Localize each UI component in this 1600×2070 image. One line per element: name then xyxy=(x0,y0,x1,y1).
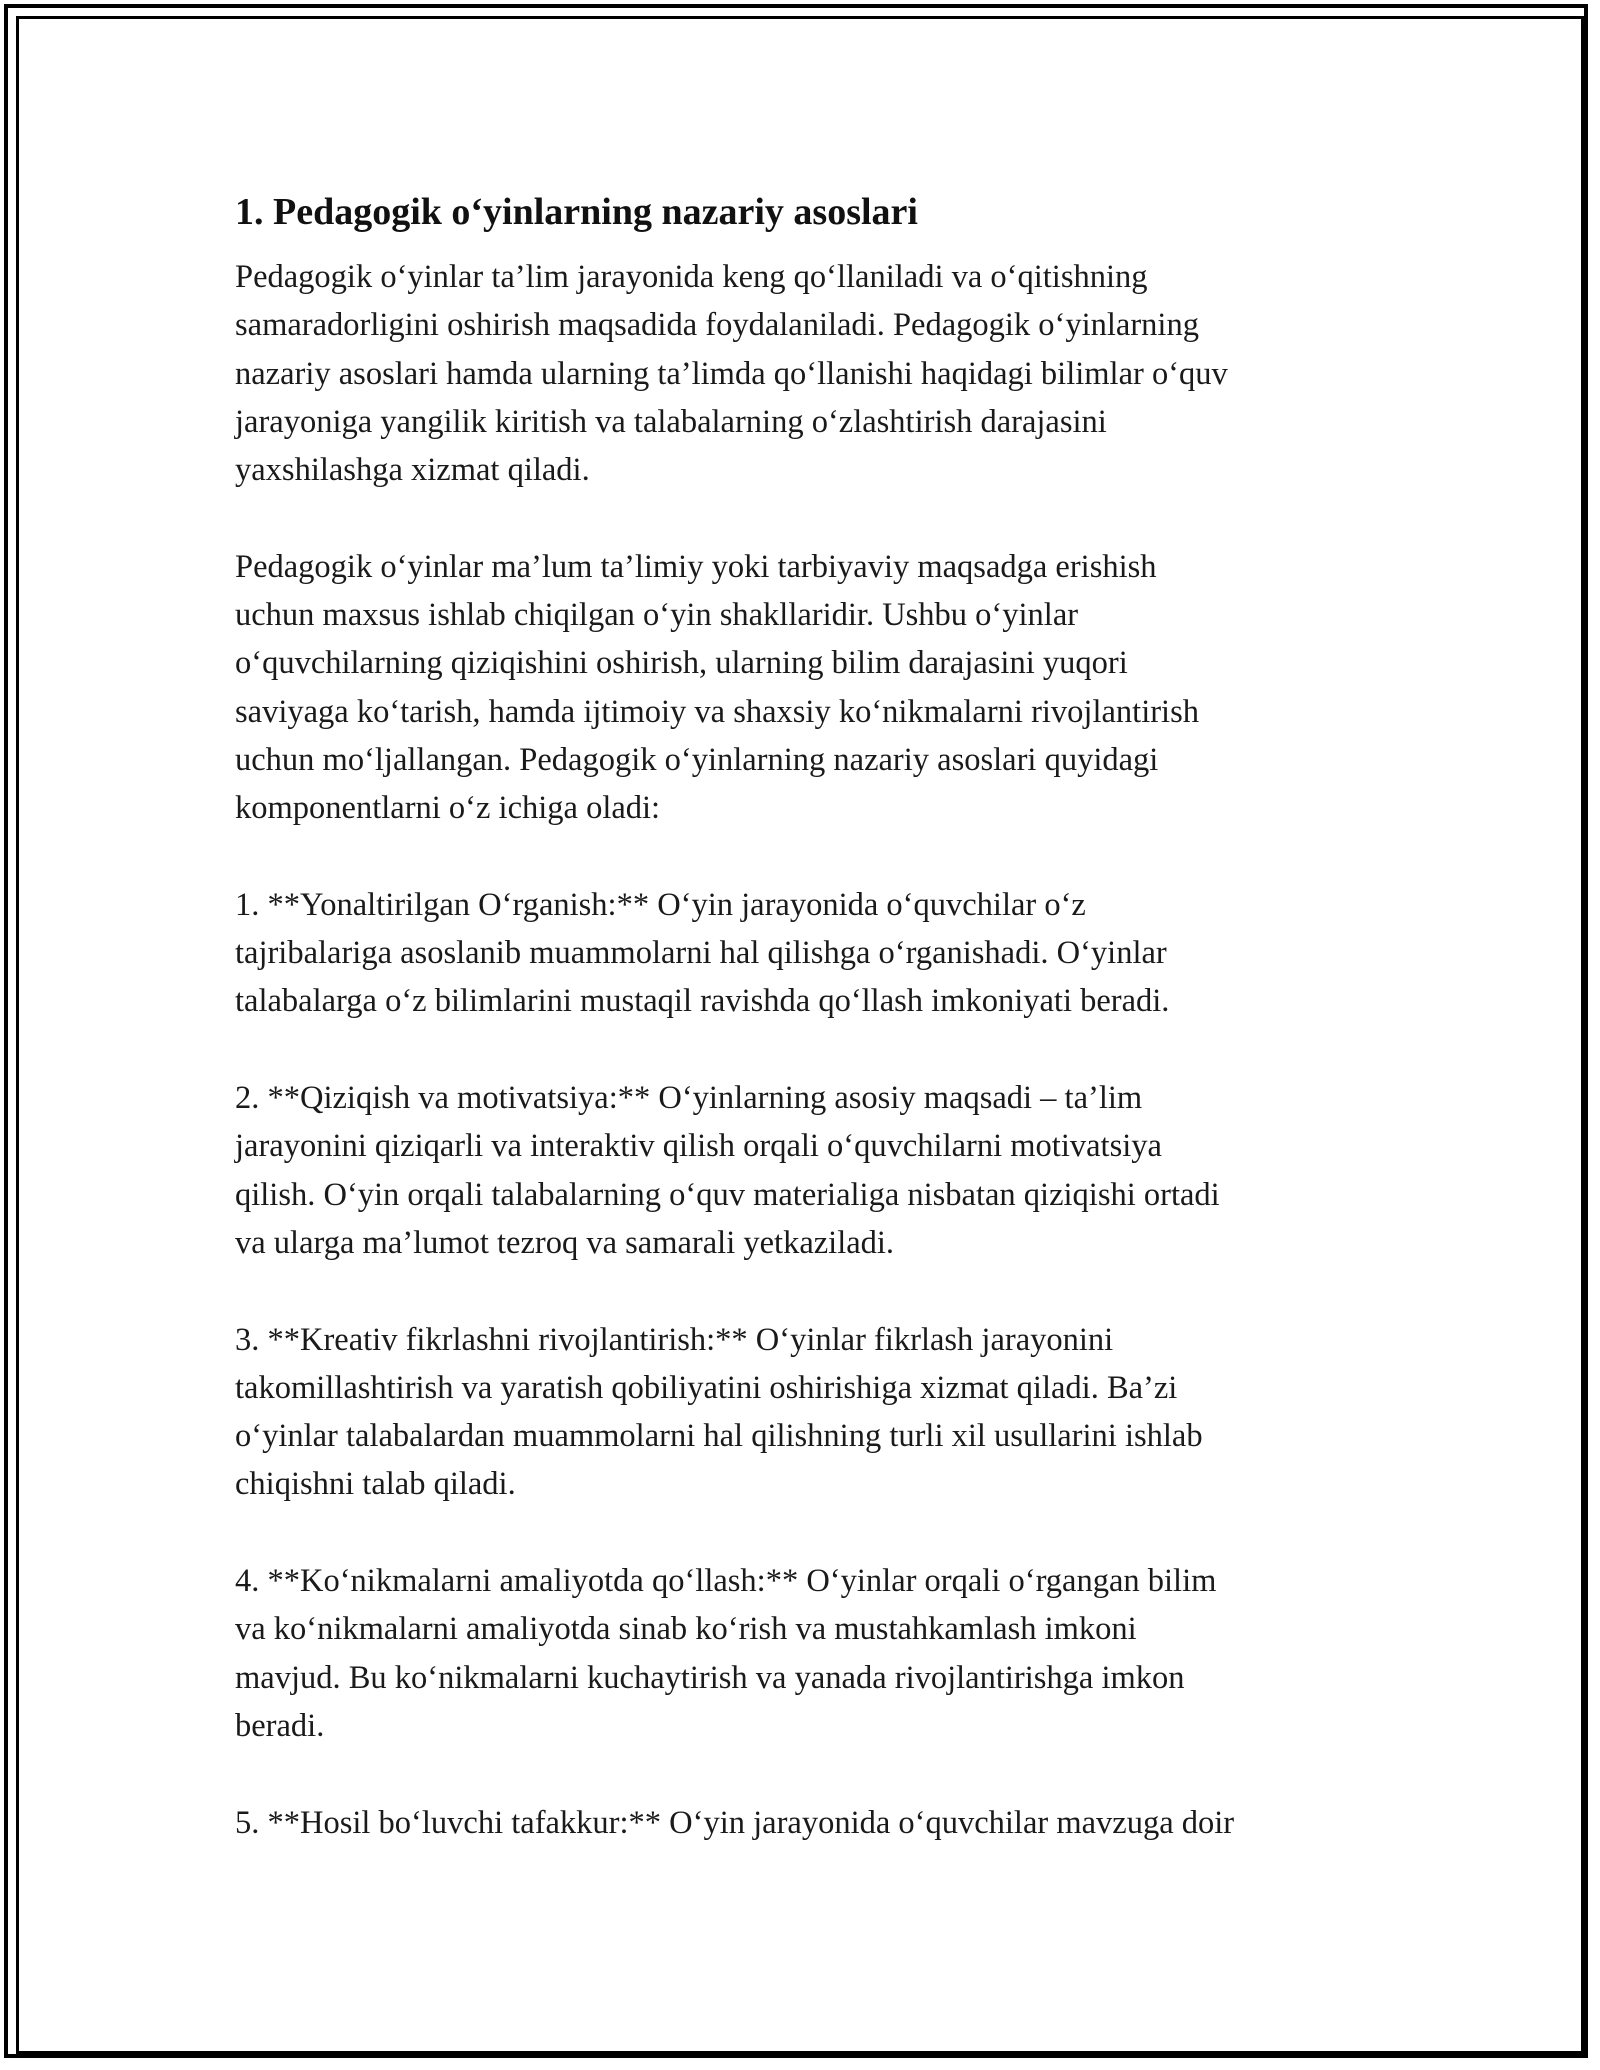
list-item-4: 4. **Ko‘nikmalarni amaliyotda qo‘llash:** O‘yinlar orqali o‘rgangan bilim va ko‘nikmalarni amaliyotda sinab ko‘rish va mustahkamlash imkoni mavjud. Bu ko‘nikmalarni kuchaytirish va yanada rivojlantirishga imkon beradi. xyxy=(235,1563,1217,1744)
document-body xyxy=(235,188,1370,1895)
paragraph-definition: Pedagogik o‘yinlar ma’lum ta’limiy yoki tarbiyaviy maqsadga erishish uchun maxsus ishlab chiqilgan o‘yin shakllaridir. Ushbu o‘yinlar o‘quvchilarning qiziqishini oshirish, ularning bilim darajasini yuqori saviyaga ko‘tarish, hamda ijtimoiy va shaxsiy ko‘nikmalarni rivojlantirish uchun mo‘ljallangan. Pedagogik o‘yinlarning nazariy asoslari quyidagi komponentlarni o‘z ichiga oladi: xyxy=(235,548,1199,827)
paragraph-intro: Pedagogik o‘yinlar ta’lim jarayonida keng qo‘llaniladi va o‘qitishning samaradorligini oshirish maqsadida foydalaniladi. Pedagogik o‘yinlarning nazariy asoslari hamda ularning ta’limda qo‘llanishi haqidagi bilimlar o‘quv jarayoniga yangilik kiritish va talabalarning o‘zlashtirish darajasini yaxshilashga xizmat qiladi. xyxy=(235,259,1228,489)
list-item-3: 3. **Kreativ fikrlashni rivojlantirish:** O‘yinlar fikrlash jarayonini takomillashtirish va yaratish qobiliyatini oshirishiga xizmat qiladi. Ba’zi o‘yinlar talabalardan muammolarni hal qilishning turli xil usullarini ishlab chiqishni talab qiladi. xyxy=(235,1321,1203,1503)
list-item-5: 5. **Hosil bo‘luvchi tafakkur:** O‘yin jarayonida o‘quvchilar mavzuga doir xyxy=(235,1804,1235,1841)
list-item-2: 2. **Qiziqish va motivatsiya:** O‘yinlarning asosiy maqsadi – ta’lim jarayonini qiziqarli va interaktiv qilish orqali o‘quvchilarni motivatsiya qilish. O‘yin orqali talabalarning o‘quv materialiga nisbatan qiziqishi ortadi va ularga ma’lumot tezroq va samarali yetkaziladi. xyxy=(235,1080,1220,1261)
section-heading: 1. Pedagogik o‘yinlarning nazariy asoslari xyxy=(235,191,918,233)
list-item-1: 1. **Yonaltirilgan O‘rganish:** O‘yin jarayonida o‘quvchilar o‘z tajribalariga asoslanib muammolarni hal qilishga o‘rganishadi. O‘yinlar talabalarga o‘z bilimlarini mustaqil ravishda qo‘llash imkoniyati beradi. xyxy=(235,886,1170,1020)
